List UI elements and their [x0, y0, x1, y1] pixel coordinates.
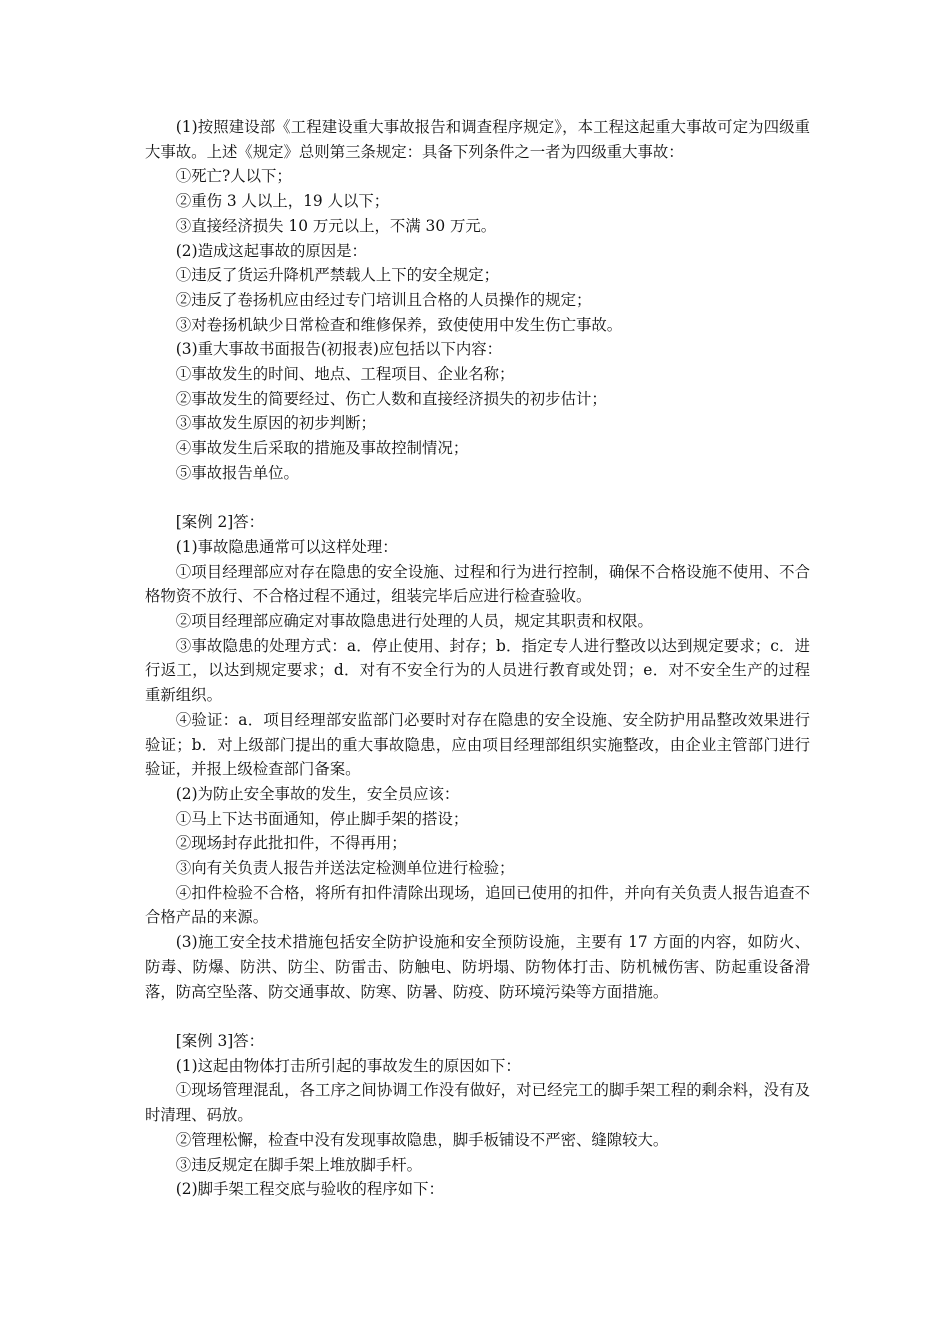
list-item: ④事故发生后采取的措施及事故控制情况；: [175, 439, 469, 458]
list-item: ①死亡?人以下；: [175, 167, 292, 186]
list-item: ①项目经理部应对存在隐患的安全设施、过程和行为进行控制，确保不合格设施不使用、不合格物资不放行、不合格过程不通过，组装完毕后应进行检查验收。: [145, 562, 810, 606]
section-heading: (3)重大事故书面报告(初报表)应包括以下内容：: [175, 340, 503, 359]
list-item: ①现场管理混乱，各工序之间协调工作没有做好，对已经完工的脚手架工程的剩余料，没有及时清理、码放。: [145, 1081, 810, 1125]
blank-line: [145, 486, 810, 511]
list-item: ④验证：a．项目经理部安监部门必要时对存在隐患的安全设施、安全防护用品整改效果进行验证；b．对上级部门提出的重大事故隐患，应由项目经理部组织实施整改，由企业主管部门进行验证，并报上级检查部门备案。: [145, 710, 810, 779]
blank-line: [145, 1004, 810, 1029]
list-item: ②管理松懈，检查中没有发现事故隐患，脚手板铺设不严密、缝隙较大。: [175, 1130, 669, 1149]
section-heading: (3)施工安全技术措施包括安全防护设施和安全预防设施，主要有 17 方面的内容，如防火、防毒、防爆、防洪、防尘、防雷击、防触电、防坍塌、防物体打击、防机械伤害、防起重设备滑落，防高空坠落、防交通事故、防寒、防暑、防疫、防环境污染等方面措施。: [145, 933, 810, 1001]
section-heading: (1)这起由物体打击所引起的事故发生的原因如下：: [175, 1056, 521, 1075]
list-item: ③直接经济损失 10 万元以上，不满 30 万元。: [175, 216, 497, 235]
section-heading: (2)为防止安全事故的发生，安全员应该：: [175, 784, 460, 803]
list-item: ②现场封存此批扣件，不得再用；: [175, 834, 407, 853]
list-item: ③对卷扬机缺少日常检查和维修保养，致使使用中发生伤亡事故。: [175, 315, 623, 334]
list-item: ③事故隐患的处理方式：a．停止使用、封存；b．指定专人进行整改以达到规定要求；c．进行返工，以达到规定要求；d．对有不安全行为的人员进行教育或处罚；e．对不安全生产的过程重新组织。: [145, 636, 810, 705]
list-item: ③事故发生原因的初步判断；: [175, 414, 376, 433]
document-body: [145, 115, 810, 1202]
list-item: ②重伤 3 人以上，19 人以下；: [175, 192, 390, 211]
list-item: ①事故发生的时间、地点、工程项目、企业名称；: [175, 365, 515, 384]
list-item: ②项目经理部应确定对事故隐患进行处理的人员，规定其职责和权限。: [175, 612, 653, 631]
case-heading: [案例 2]答：: [175, 513, 265, 532]
section-heading: (1)事故隐患通常可以这样处理：: [175, 537, 398, 556]
case-heading: [案例 3]答：: [175, 1031, 265, 1050]
section-heading: (2)脚手架工程交底与验收的程序如下：: [175, 1180, 444, 1199]
list-item: ③向有关负责人报告并送法定检测单位进行检验；: [175, 859, 515, 878]
list-item: ⑤事故报告单位。: [175, 463, 299, 482]
list-item: ④扣件检验不合格，将所有扣件清除出现场，追回已使用的扣件，并向有关负责人报告追查不合格产品的来源。: [145, 883, 810, 927]
paragraph: (1)按照建设部《工程建设重大事故报告和调查程序规定》，本工程这起重大事故可定为四级重大事故。上述《规定》总则第三条规定：具备下列条件之一者为四级重大事故：: [145, 118, 810, 161]
list-item: ①违反了货运升降机严禁载人上下的安全规定；: [175, 266, 500, 285]
list-item: ②违反了卷扬机应由经过专门培训且合格的人员操作的规定；: [175, 290, 592, 309]
list-item: ②事故发生的简要经过、伤亡人数和直接经济损失的初步估计；: [175, 389, 607, 408]
list-item: ①马上下达书面通知，停止脚手架的搭设；: [175, 809, 469, 828]
list-item: ③违反规定在脚手架上堆放脚手杆。: [175, 1155, 423, 1174]
section-heading: (2)造成这起事故的原因是：: [175, 241, 367, 260]
